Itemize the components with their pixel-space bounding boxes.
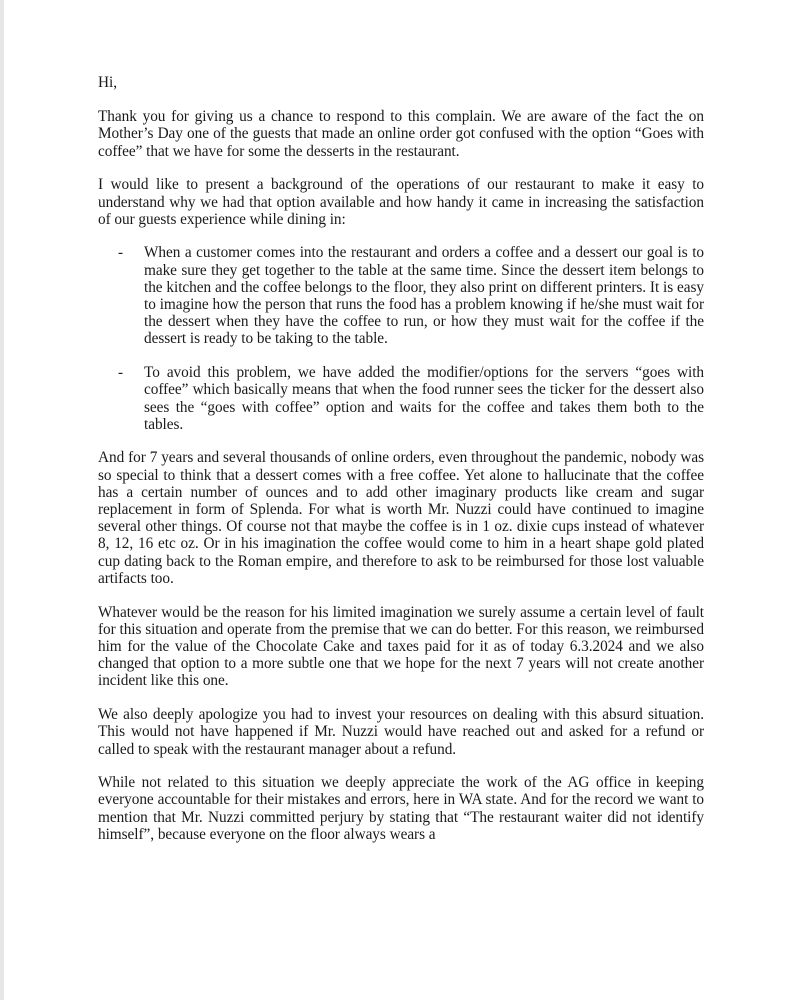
list-item-text: When a customer comes into the restaurant and orders a coffee and a dessert our goal is to make sure they get together to the table at the same time. Since the dessert item belongs to the kitchen and the coffee belongs to the floor, they also print on different printers. It is easy to imagine how the person that runs the food has a problem knowing if he/she must wait for the dessert when they have the coffee to run, or how they must wait for the coffee if the dessert is ready to be taking to the table. [144, 244, 704, 348]
reimbursement-paragraph: Whatever would be the reason for his limited imagination we surely assume a certain level of fault for this situation and operate from the premise that we can do better. For this reason, we reimbursed him for the value of the Chocolate Cake and taxes paid for it as of today 6.3.2024 and we also changed that option to a more subtle one that we hope for the next 7 years will not create another incident like this one. [98, 603, 704, 690]
dash-bullet-icon: - [118, 244, 124, 262]
list-item-text: To avoid this problem, we have added the modifier/options for the servers “goes with coffee” which basically means that when the food runner sees the ticker for the dessert also sees the “goes with coffee” option and waits for the coffee and takes them both to the tables. [144, 364, 704, 433]
seven-years-paragraph: And for 7 years and several thousands of online orders, even throughout the pandemic, nobody was so special to think that a dessert comes with a free coffee. Yet alone to hallucinate that the coffee has a certain number of ounces and to add other imaginary products like cream and sugar replacement in form of Splenda. For what is worth Mr. Nuzzi could have continued to imagine several other things. Of course not that maybe the coffee is in 1 oz. dixie cups instead of whatever 8, 12, 16 etc oz. Or in his imagination the coffee would come to him in a heart shape gold plated cup dating back to the Roman empire, and therefore to ask to be reimbursed for those lost valuable artifacts too. [98, 449, 704, 587]
background-paragraph: I would like to present a background of the operations of our restaurant to make it easy to understand why we had that option available and how handy it came in increasing the satisfaction of our guests experience while dining in: [98, 176, 704, 228]
list-item [98, 364, 704, 433]
operations-list [98, 244, 704, 433]
intro-paragraph: Thank you for giving us a chance to respond to this complain. We are aware of the fact the on Mother’s Day one of the guests that made an online order got confused with the option “Goes with coffee” that we have for some the desserts in the restaurant. [98, 108, 704, 160]
closing-paragraph: While not related to this situation we deeply appreciate the work of the AG office in keeping everyone accountable for their mistakes and errors, here in WA state. And for the record we want to mention that Mr. Nuzzi committed perjury by stating that “The restaurant waiter did not identify himself”, because everyone on the floor always wears a [98, 774, 704, 843]
dash-bullet-icon: - [118, 364, 124, 382]
greeting: Hi, [98, 74, 117, 91]
list-item [98, 244, 704, 347]
apology-paragraph: We also deeply apologize you had to invest your resources on dealing with this absurd situation. This would not have happened if Mr. Nuzzi would have reached out and asked for a refund or called to speak with the restaurant manager about a refund. [98, 706, 704, 758]
page-edge [0, 0, 4, 1000]
letter-page [98, 74, 704, 860]
